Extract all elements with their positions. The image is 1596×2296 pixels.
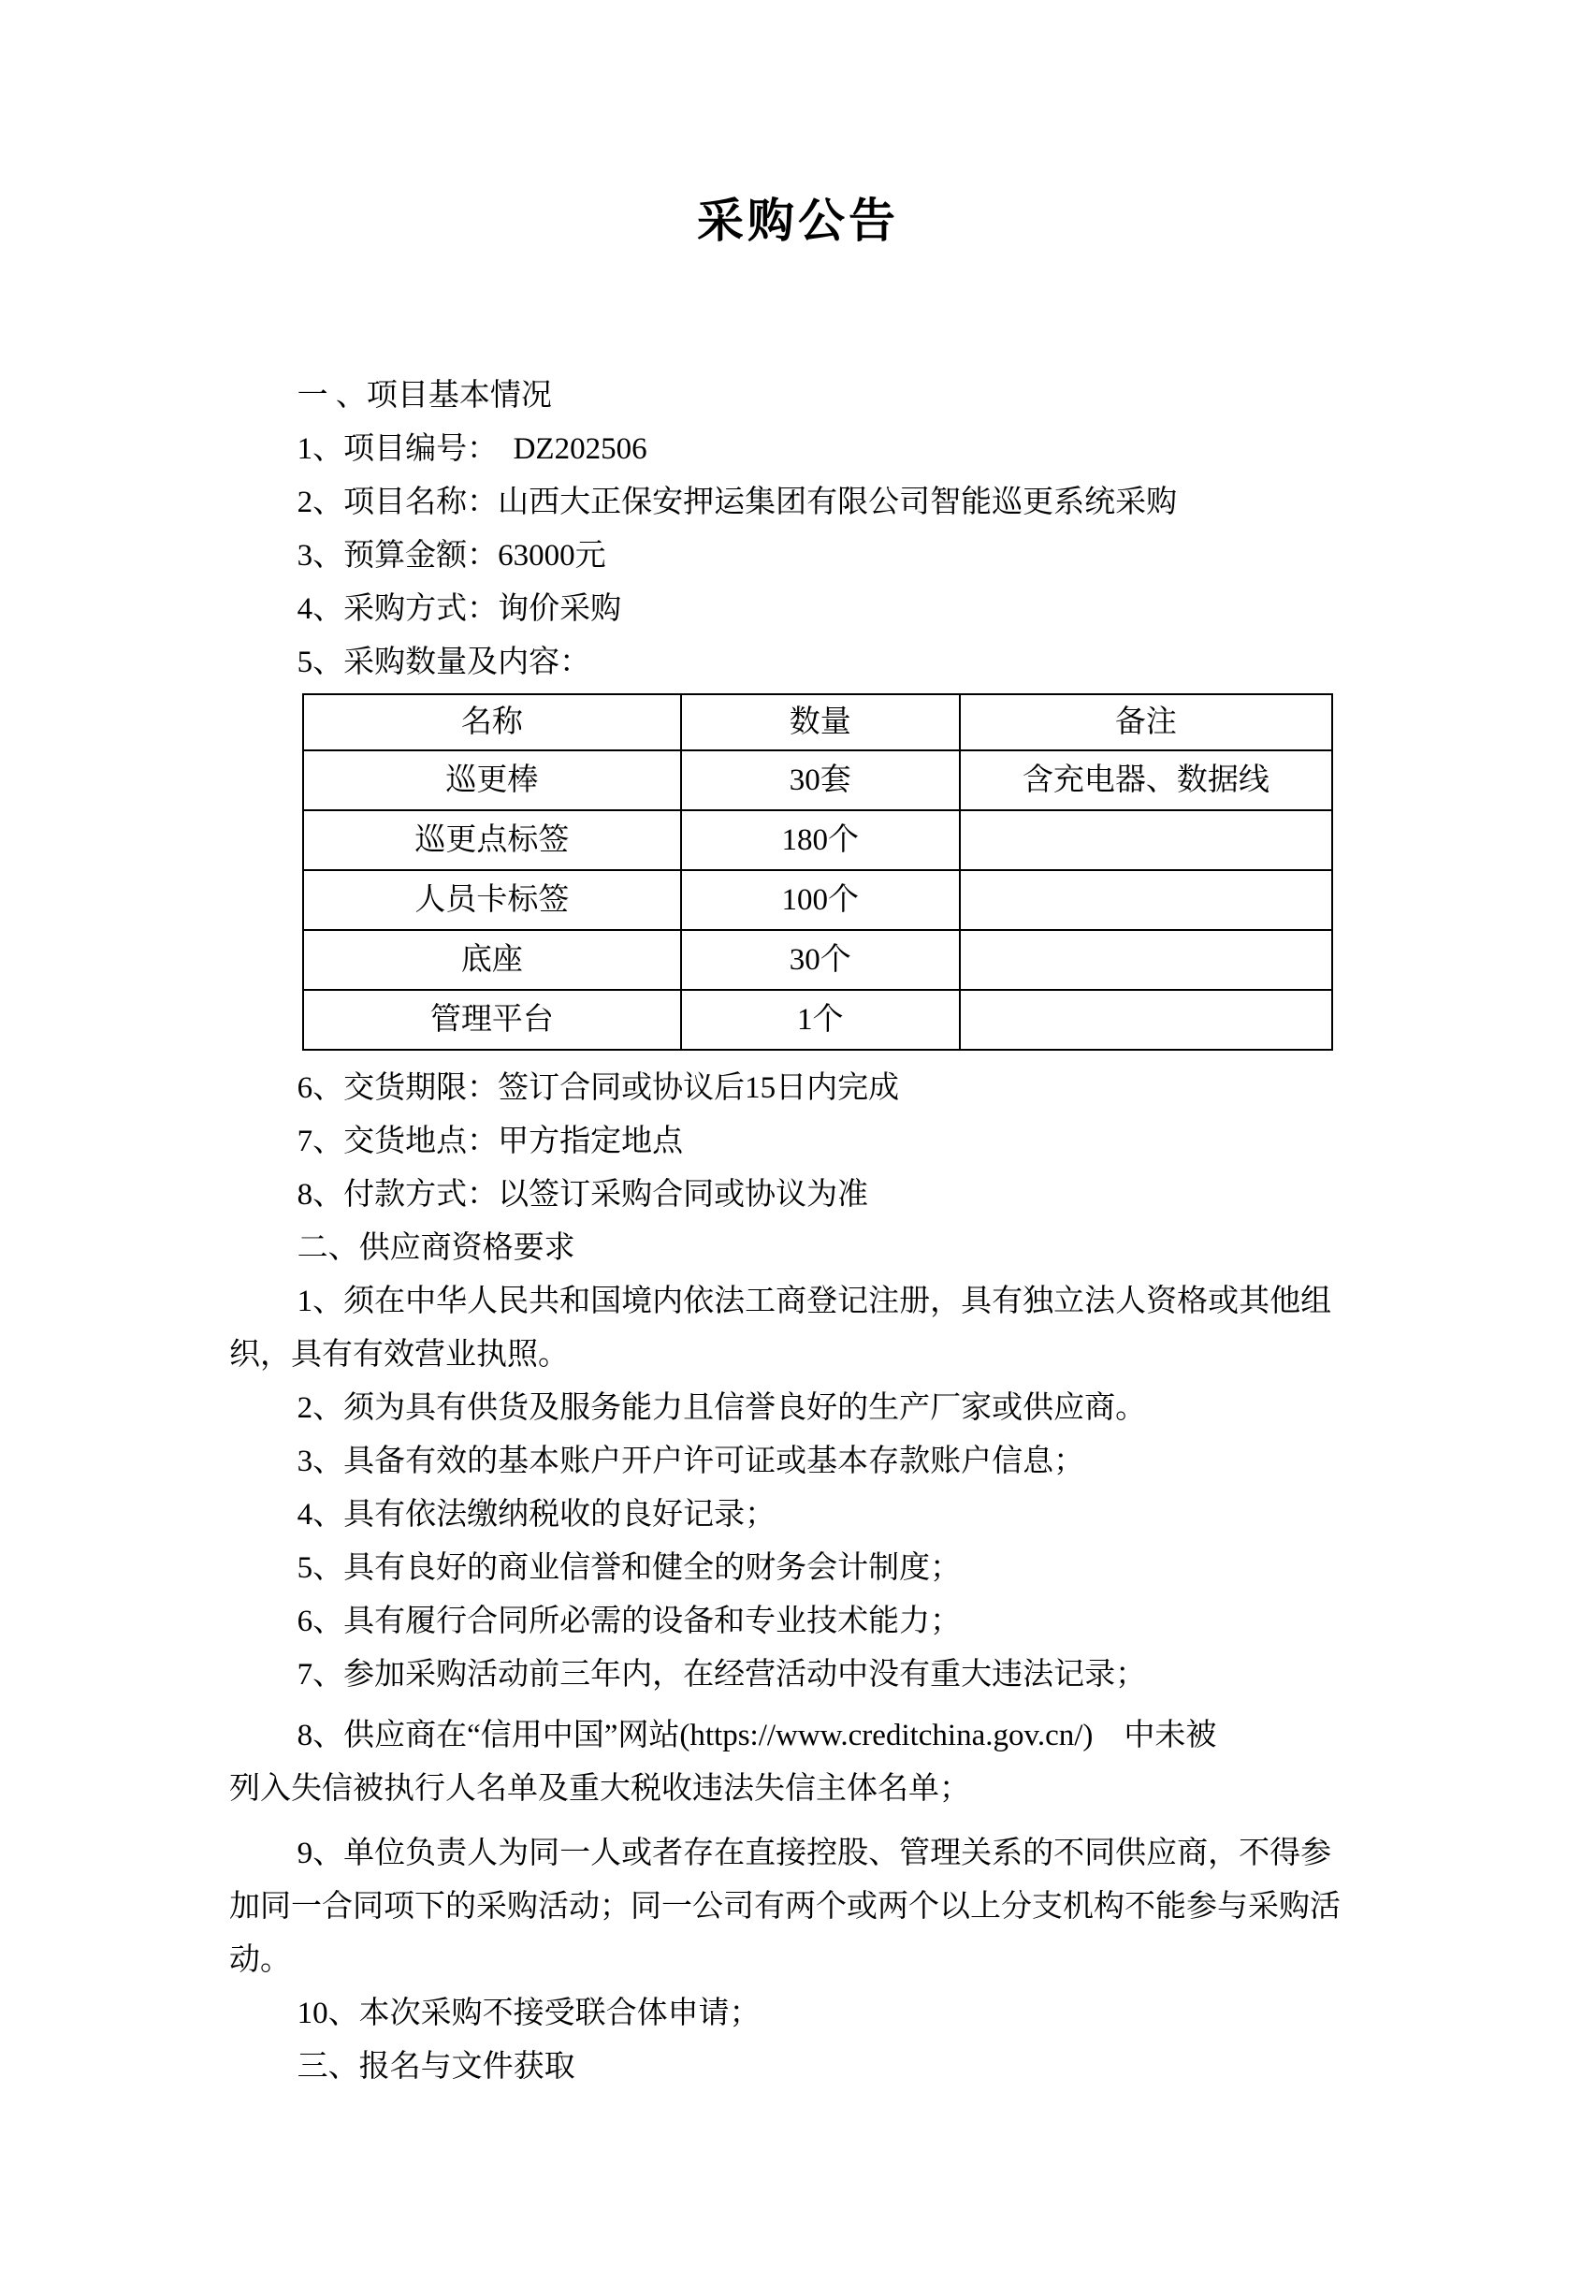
document-body [229,370,1395,2094]
para-payment-method: 8、付款方式：以签订采购合同或协议为准 [297,1178,869,1212]
section-3-heading: 三、报名与文件获取 [297,2050,575,2084]
para-qualification-5: 5、具有良好的商业信誉和健全的财务会计制度； [297,1551,962,1585]
item-name-cell: 巡更点标签 [303,810,681,870]
para-quantity-content: 5、采购数量及内容： [297,646,591,679]
para-qualification-9-line-3: 动。 [229,1943,291,1977]
item-qty-cell: 30个 [681,930,960,990]
para-procurement-method: 4、采购方式：询价采购 [297,592,622,626]
item-qty-cell: 30套 [681,750,960,810]
table-row [303,870,1332,930]
para-delivery-place: 7、交货地点：甲方指定地点 [297,1125,684,1158]
para-budget-amount: 3、预算金额：63000元 [297,539,606,573]
para-qualification-4: 4、具有依法缴纳税收的良好记录； [297,1498,776,1532]
para-qualification-6: 6、具有履行合同所必需的设备和专业技术能力； [297,1605,962,1638]
column-header-note: 备注 [960,694,1332,750]
para-project-number: 1、项目编号： DZ202506 [297,432,647,466]
para-qualification-1-line-1: 1、须在中华人民共和国境内依法工商登记注册，具有独立法人资格或其他组 [297,1285,1332,1318]
table-row [303,930,1332,990]
table-header-row [303,694,1332,750]
item-name-cell: 人员卡标签 [303,870,681,930]
item-qty-cell: 1个 [681,990,960,1050]
para-qualification-2: 2、须为具有供货及服务能力且信誉良好的生产厂家或供应商。 [297,1391,1147,1425]
item-qty-cell: 180个 [681,810,960,870]
item-name-cell: 管理平台 [303,990,681,1050]
para-qualification-8-line-1: 8、供应商在“信用中国”网站(https://www.creditchina.gov.cn/) 中未被 [297,1719,1217,1752]
item-name-cell: 底座 [303,930,681,990]
table-row [303,750,1332,810]
item-note-cell [960,930,1332,990]
item-qty-cell: 100个 [681,870,960,930]
section-2-heading: 二、供应商资格要求 [297,1231,575,1265]
para-qualification-9-line-2: 加同一合同项下的采购活动；同一公司有两个或两个以上分支机构不能参与采购活 [229,1890,1341,1924]
para-qualification-3: 3、具备有效的基本账户开户许可证或基本存款账户信息； [297,1445,1085,1478]
item-name-cell: 巡更棒 [303,750,681,810]
para-qualification-1-line-2: 织，具有有效营业执照。 [229,1338,569,1372]
section-1-heading: 一 、项目基本情况 [297,379,552,413]
para-project-name: 2、项目名称：山西大正保安押运集团有限公司智能巡更系统采购 [297,486,1178,519]
item-note-cell [960,810,1332,870]
item-note-cell [960,870,1332,930]
para-qualification-7: 7、参加采购活动前三年内，在经营活动中没有重大违法记录； [297,1658,1147,1692]
column-header-name: 名称 [303,694,681,750]
page-title: 采购公告 [697,195,899,247]
table-row [303,990,1332,1050]
procurement-items-table [302,693,1333,1051]
para-delivery-deadline: 6、交货期限：签订合同或协议后15日内完成 [297,1071,900,1105]
item-note-cell: 含充电器、数据线 [960,750,1332,810]
item-note-cell [960,990,1332,1050]
column-header-quantity: 数量 [681,694,960,750]
para-qualification-9-line-1: 9、单位负责人为同一人或者存在直接控股、管理关系的不同供应商，不得参 [297,1837,1332,1870]
table-row [303,810,1332,870]
para-qualification-10: 10、本次采购不接受联合体申请； [297,1997,761,2030]
para-qualification-8-line-2: 列入失信被执行人名单及重大税收违法失信主体名单； [229,1772,970,1806]
